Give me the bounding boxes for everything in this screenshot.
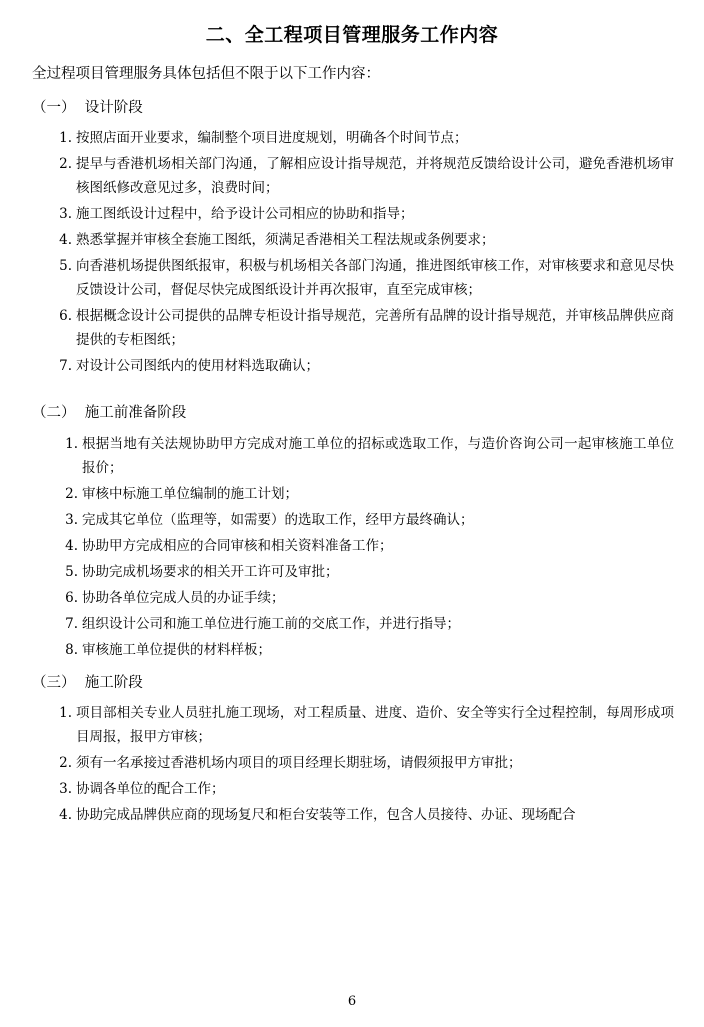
section-item-list: [30, 432, 674, 662]
list-item: [30, 534, 674, 558]
list-item-text: 协助各单位完成人员的办证手续；: [82, 589, 285, 606]
list-item-number: 4.: [59, 806, 72, 823]
section-construction-phase: [30, 672, 674, 827]
list-item-number: 1.: [59, 130, 72, 147]
list-item: [30, 432, 674, 480]
list-item-number: 1.: [59, 704, 72, 721]
list-item-number: 8.: [65, 641, 78, 658]
list-item-text: 施工图纸设计过程中，给予设计公司相应的协助和指导；: [76, 206, 414, 223]
list-item: [30, 254, 674, 302]
section-spacer: [30, 384, 674, 392]
list-item: [30, 777, 674, 801]
list-item-text: 协助完成品牌供应商的现场复尺和柜台安装等工作，包含人员接待、办证、现场配合: [76, 806, 576, 823]
section-heading: （二） 施工前准备阶段: [32, 405, 187, 422]
list-item-text: 协助完成机场要求的相关开工许可及审批；: [82, 563, 339, 580]
list-item: [30, 152, 674, 200]
list-item-text: 审核中标施工单位编制的施工计划；: [82, 485, 298, 502]
list-item-number: 3.: [59, 206, 72, 223]
list-item: [30, 354, 674, 378]
list-item-number: 7.: [59, 358, 72, 375]
list-item-number: 2.: [65, 485, 78, 502]
list-item-text: 提早与香港机场相关部门沟通，了解相应设计指导规范，并将规范反馈给设计公司，避免香港机场审核图纸修改意见过多，浪费时间；: [76, 156, 674, 197]
list-item-number: 2.: [59, 754, 72, 771]
section-heading: （一） 设计阶段: [32, 100, 143, 117]
list-item-text: 组织设计公司和施工单位进行施工前的交底工作，并进行指导；: [82, 615, 460, 632]
list-item-text: 按照店面开业要求，编制整个项目进度规划，明确各个时间节点；: [76, 130, 468, 147]
list-item-number: 6.: [65, 589, 78, 606]
list-item-text: 根据当地有关法规协助甲方完成对施工单位的招标或选取工作，与造价咨询公司一起审核施工单位报价；: [82, 435, 674, 476]
list-item-number: 3.: [59, 780, 72, 797]
list-item-text: 完成其它单位（监理等，如需要）的选取工作，经甲方最终确认；: [82, 511, 474, 528]
list-item: [30, 508, 674, 532]
section-heading: （三） 施工阶段: [32, 674, 143, 691]
list-item-text: 对设计公司图纸内的使用材料选取确认；: [76, 358, 319, 375]
list-item: [30, 701, 674, 749]
list-item-number: 4.: [59, 232, 72, 249]
list-item: [30, 228, 674, 252]
section-pre-construction-phase: [30, 402, 674, 661]
list-item-number: 1.: [65, 435, 78, 452]
list-item: [30, 202, 674, 226]
section-item-list: [30, 126, 674, 378]
list-item-number: 6.: [59, 308, 72, 325]
list-item-text: 协助甲方完成相应的合同审核和相关资料准备工作；: [82, 537, 393, 554]
list-item-number: 5.: [65, 563, 78, 580]
page-number: 6: [347, 994, 357, 1009]
section-item-list: [30, 701, 674, 827]
list-item: [30, 803, 674, 827]
list-item: [30, 586, 674, 610]
list-item-text: 熟悉掌握并审核全套施工图纸，须满足香港相关工程法规或条例要求；: [76, 232, 495, 249]
list-item: [30, 482, 674, 506]
list-item-number: 2.: [59, 156, 72, 173]
page-title: 二、全工程项目管理服务工作内容: [205, 24, 499, 46]
list-item-number: 7.: [65, 615, 78, 632]
list-item: [30, 304, 674, 352]
intro-paragraph: 全过程项目管理服务具体包括但不限于以下工作内容：: [32, 65, 380, 82]
list-item: [30, 612, 674, 636]
list-item-text: 根据概念设计公司提供的品牌专柜设计指导规范，完善所有品牌的设计指导规范，并审核品牌供应商提供的专柜图纸；: [76, 308, 674, 349]
list-item-text: 协调各单位的配合工作；: [76, 780, 225, 797]
section-design-phase: [30, 97, 674, 378]
list-item-text: 项目部相关专业人员驻扎施工现场，对工程质量、进度、造价、安全等实行全过程控制，每周形成项目周报，报甲方审核；: [76, 704, 674, 745]
list-item-number: 3.: [65, 511, 78, 528]
list-item: [30, 560, 674, 584]
list-item: [30, 638, 674, 662]
list-item: [30, 126, 674, 150]
list-item: [30, 751, 674, 775]
list-item-number: 4.: [65, 537, 78, 554]
list-item-text: 审核施工单位提供的材料样板；: [82, 641, 271, 658]
list-item-text: 向香港机场提供图纸报审，积极与机场相关各部门沟通，推进图纸审核工作，对审核要求和意见尽快反馈设计公司，督促尽快完成图纸设计并再次报审，直至完成审核；: [76, 258, 674, 299]
list-item-text: 须有一名承接过香港机场内项目的项目经理长期驻场，请假须报甲方审批；: [76, 754, 522, 771]
list-item-number: 5.: [59, 258, 72, 275]
